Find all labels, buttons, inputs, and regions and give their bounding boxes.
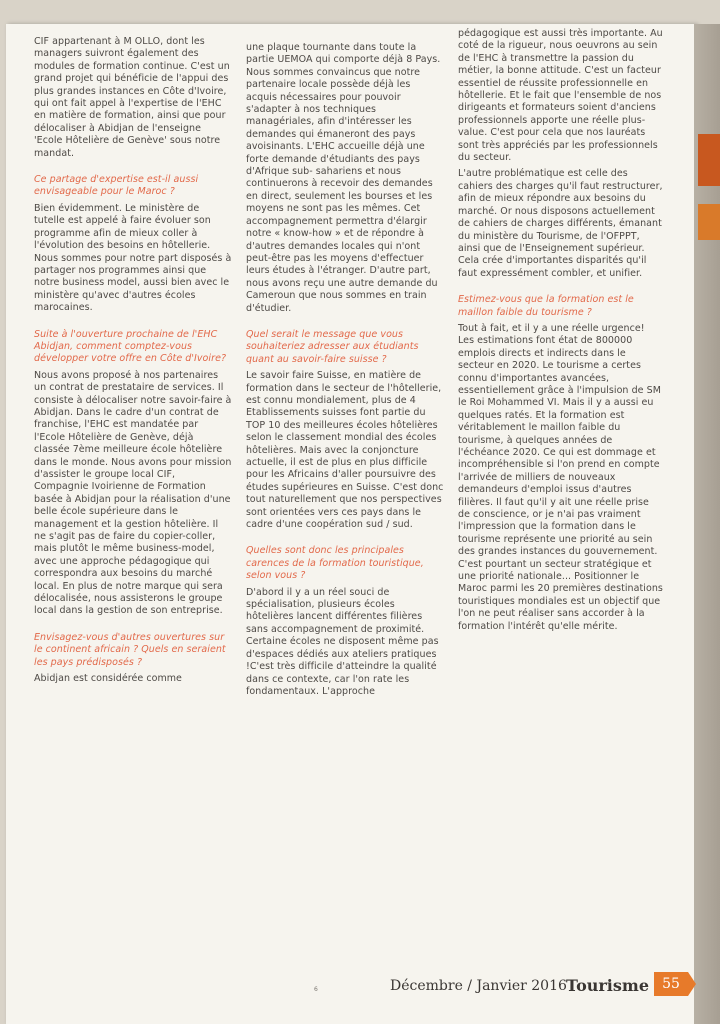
paragraph: D'abord il y a un réel souci de spécialisation, plusieurs écoles hôtelières lancent différentes filières sans accompagnement de proximité. Certaine écoles ne disposent même pas d'espaces dédiés aux ateliers pratiques !C'est très difficile d'atteindre la qualité dans ce contexte, car l'on rate les fondamentaux. L'approche (246, 586, 439, 697)
page-mark: 6 (314, 986, 318, 993)
page-edge (694, 24, 720, 1024)
paragraph: CIF appartenant à M OLLO, dont les managers suivront également des modules de formation continue. C'est un grand projet qui bénéficie de l'appui des plus grandes instances en Côte d'Ivoire, qui ont fait appel à l'expertise de l'EHC en matière de formation, ainsi que pour délocaliser à Abidjan de l'enseigne 'Ecole Hôtelière de Genève' sous notre mandat. (34, 36, 230, 159)
edge-tab-marker (698, 204, 720, 240)
magazine-name: Tourisme (566, 976, 649, 995)
interview-question: Suite à l'ouverture prochaine de l'EHC Abidjan, comment comptez-vous développer votre offre en Côte d'Ivoire? (34, 328, 227, 365)
article-column-2 (246, 42, 444, 702)
interview-question: Envisagez-vous d'autres ouvertures sur le continent africain ? Quels en seraient les pays prédisposés ? (34, 631, 226, 668)
paragraph: L'autre problématique est celle des cahiers des charges qu'il faut restructurer, afin de mieux répondre aux besoins du marché. Or nous disposons actuellement de cahiers de charges différents, émanant du ministère du Tourisme, de l'OFPPT, ainsi que de l'Enseignement supérieur. Cela crée d'importantes disparités qu'il faut expressément combler, et unifier. (458, 168, 663, 279)
interview-question: Quelles sont donc les principales carences de la formation touristique, selon vous ? (246, 545, 424, 582)
edge-tab-marker (698, 134, 720, 186)
article-column-3 (458, 28, 663, 637)
interview-question: Estimez-vous que la formation est le maillon faible du tourisme ? (458, 294, 634, 318)
paragraph: Nous avons proposé à nos partenaires un contrat de prestataire de services. Il consiste à délocaliser notre savoir-faire à Abidjan. Dans le cadre d'un contrat de franchise, l'EHC est mandatée par l'Ecole Hôtelière de Genève, déjà classée 7ème meilleure école hôtelière dans le monde. Nous avons pour mission d'assister le groupe local CIF, Compagnie Ivoirienne de Formation basée à Abidjan pour la réalisation d'une belle école supérieure dans le management et la gestion hôtelière. Il ne s'agit pas de faire du copier-coller, mais plutôt le même business-model, avec une approche pédagogique qui correspondra aux besoins du marché local. En plus de notre marque qui sera délocalisée, nous assisterons le groupe local dans la gestion de son entreprise. (34, 369, 232, 617)
interview-question: Ce partage d'expertise est-il aussi envisageable pour le Maroc ? (34, 174, 199, 198)
paragraph: Bien évidemment. Le ministère de tutelle est appelé à faire évoluer son programme afin de mieux coller à l'évolution des besoins en hôtellerie. Nous sommes pour notre part disposés à partager nos programmes ainsi que notre business model, aussi bien avec le ministère qu'avec d'autres écoles marocaines. (34, 202, 232, 314)
paragraph: Abidjan est considérée comme (34, 673, 182, 685)
paragraph: une plaque tournante dans toute la partie UEMOA qui comporte déjà 8 Pays. Nous sommes convaincus que notre partenaire locale possède déjà les acquis nécessaires pour pouvoir s'adapter à nos techniques managériales, afin d'intéresser les demandes qui émaneront des pays avoisinants. L'EHC accueille déjà une forte demande d'étudiants des pays d'Afrique sub- sahariens et nous continuerons à recevoir des demandes en direct, seulement les bourses et les moyens ne sont pas les mêmes. Cet accompagnement permettra d'élargir notre « know-how » et de répondre à d'autres demandes locales qui n'ont peut-être pas les moyens d'effectuer leurs études à l'étranger. D'autre part, nous avons reçu une autre demande du Cameroun que nous sommes en train d'étudier. (246, 42, 441, 314)
issue-date: Décembre / Janvier 2016 (390, 978, 567, 994)
interview-question: Quel serait le message que vous souhaiteriez adresser aux étudiants quant au savoir-faire suisse ? (246, 328, 419, 365)
paragraph: Le savoir faire Suisse, en matière de formation dans le secteur de l'hôtellerie, est connu mondialement, plus de 4 Etablissements suisses font partie du TOP 10 des meilleures écoles hôtelières selon le classement mondial des écoles hôtelières. Mais avec la conjoncture actuelle, il est de plus en plus difficile pour les Africains d'aller poursuivre des études supérieures en Suisse. C'est donc tout naturellement que nos perspectives sont orientées vers ces pays dans le cadre d'une coopération sud / sud. (246, 370, 444, 531)
page-number-tab: 55 (654, 972, 688, 996)
article-column-1 (34, 36, 232, 690)
page-footer (390, 972, 690, 1000)
paragraph: Tout à fait, et il y a une réelle urgence! Les estimations font état de 800000 emplois directs et indirects dans le secteur en 2020. Le tourisme a certes connu d'importantes avancées, essentiellement grâce à l'impulsion de SM le Roi Mohammed VI. Mais il y a aussi eu quelques ratés. Et la formation est véritablement le maillon faible du tourisme, à quelques années de l'échéance 2020. Ce qui est dommage et incompréhensible si l'on prend en compte l'arrivée de milliers de nouveaux demandeurs d'emploi issus d'autres filières. Il faut qu'il y ait une réelle prise de conscience, or je n'ai pas vraiment l'impression que la formation dans le tourisme représente une priorité au sein des grandes instances du gouvernement. C'est pourtant un secteur stratégique et une priorité nationale... Positionner le Maroc parmi les 20 premières destinations touristiques mondiales est un objectif que l'on ne peut réaliser sans accorder à la formation l'intérêt qu'elle mérite. (458, 322, 663, 632)
paragraph: pédagogique est aussi très importante. Au coté de la rigueur, nous oeuvrons au sein de l'EHC à transmettre la passion du métier, la bonne attitude. C'est un facteur essentiel de réussite professionnelle en hôtellerie. Et le fait que l'ensemble de nos dirigeants et formateurs soient d'anciens professionnels apporte une réelle plus-value. C'est pour cela que nos lauréats sont très appréciés par les professionnels du secteur. (458, 28, 663, 164)
